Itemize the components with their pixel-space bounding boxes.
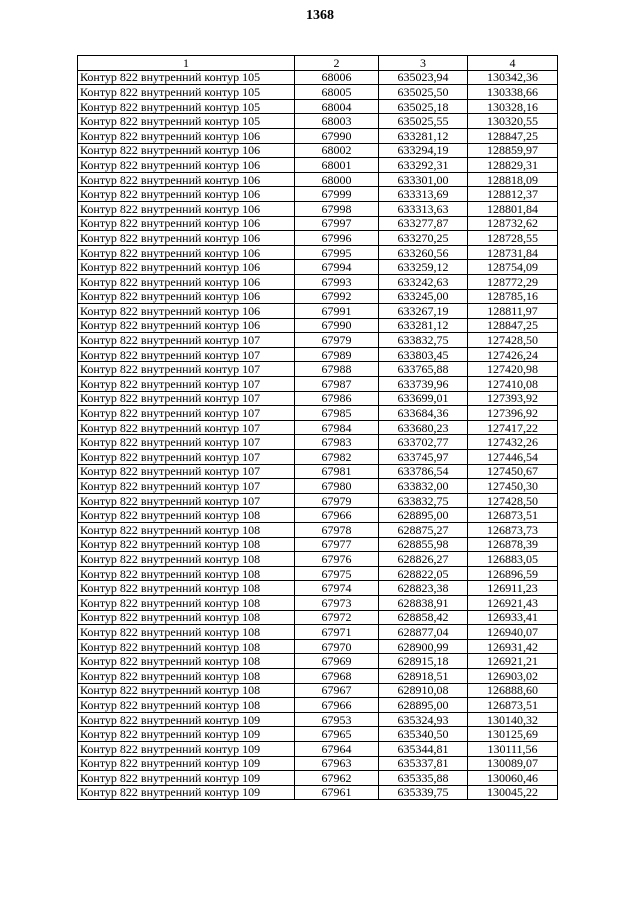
contour-name-cell: Контур 822 внутренний контур 107: [78, 479, 295, 494]
contour-name-cell: Контур 822 внутренний контур 108: [78, 683, 295, 698]
point-number-cell: 67971: [295, 625, 379, 640]
coordinate-x-cell: 635023,94: [379, 70, 468, 85]
coordinate-x-cell: 633294,19: [379, 143, 468, 158]
header-col-1: 1: [78, 56, 295, 71]
coordinate-y-cell: 128732,62: [468, 216, 558, 231]
coordinate-y-cell: 128728,55: [468, 231, 558, 246]
table-row: [78, 493, 558, 508]
table-row: [78, 114, 558, 129]
coordinate-x-cell: 635025,18: [379, 99, 468, 114]
table-row: [78, 479, 558, 494]
point-number-cell: 67983: [295, 435, 379, 450]
contour-name-cell: Контур 822 внутренний контур 108: [78, 654, 295, 669]
header-col-3: 3: [379, 56, 468, 71]
coordinate-y-cell: 127396,92: [468, 406, 558, 421]
coordinate-x-cell: 633270,25: [379, 231, 468, 246]
coordinate-x-cell: 633680,23: [379, 420, 468, 435]
point-number-cell: 67998: [295, 201, 379, 216]
coordinate-x-cell: 633242,63: [379, 274, 468, 289]
coordinate-x-cell: 628858,42: [379, 610, 468, 625]
coordinate-y-cell: 128772,29: [468, 274, 558, 289]
point-number-cell: 67989: [295, 347, 379, 362]
coordinate-y-cell: 126888,60: [468, 683, 558, 698]
point-number-cell: 67990: [295, 318, 379, 333]
contour-name-cell: Контур 822 внутренний контур 109: [78, 741, 295, 756]
coordinate-x-cell: 635339,75: [379, 785, 468, 800]
coordinate-x-cell: 633313,63: [379, 201, 468, 216]
contour-name-cell: Контур 822 внутренний контур 108: [78, 639, 295, 654]
contour-name-cell: Контур 822 внутренний контур 108: [78, 566, 295, 581]
coordinate-y-cell: 130342,36: [468, 70, 558, 85]
table-row: [78, 245, 558, 260]
coordinate-y-cell: 127446,54: [468, 450, 558, 465]
coordinate-y-cell: 127450,67: [468, 464, 558, 479]
point-number-cell: 67980: [295, 479, 379, 494]
coordinate-y-cell: 130111,56: [468, 741, 558, 756]
page-number: 1368: [306, 8, 334, 23]
contour-name-cell: Контур 822 внутренний контур 109: [78, 771, 295, 786]
coordinate-y-cell: 130125,69: [468, 727, 558, 742]
table-row: [78, 537, 558, 552]
table-body: [78, 70, 558, 800]
table-row: [78, 508, 558, 523]
contour-name-cell: Контур 822 внутренний контур 105: [78, 85, 295, 100]
contour-name-cell: Контур 822 внутренний контур 105: [78, 99, 295, 114]
contour-name-cell: Контур 822 внутренний контур 106: [78, 201, 295, 216]
coordinate-y-cell: 130140,32: [468, 712, 558, 727]
coordinate-x-cell: 635337,81: [379, 756, 468, 771]
point-number-cell: 67976: [295, 552, 379, 567]
point-number-cell: 67979: [295, 333, 379, 348]
contour-name-cell: Контур 822 внутренний контур 106: [78, 158, 295, 173]
coordinate-x-cell: 633832,75: [379, 333, 468, 348]
table-row: [78, 727, 558, 742]
table-row: [78, 741, 558, 756]
point-number-cell: 67982: [295, 450, 379, 465]
coordinate-y-cell: 126873,73: [468, 523, 558, 538]
coordinate-y-cell: 126873,51: [468, 698, 558, 713]
point-number-cell: 67981: [295, 464, 379, 479]
coordinate-x-cell: 633739,96: [379, 377, 468, 392]
table-row: [78, 523, 558, 538]
point-number-cell: 67994: [295, 260, 379, 275]
table-row: [78, 143, 558, 158]
table-row: [78, 216, 558, 231]
point-number-cell: 67966: [295, 508, 379, 523]
contour-name-cell: Контур 822 внутренний контур 106: [78, 231, 295, 246]
coordinate-x-cell: 628915,18: [379, 654, 468, 669]
point-number-cell: 67990: [295, 128, 379, 143]
coordinate-x-cell: 633267,19: [379, 304, 468, 319]
contour-name-cell: Контур 822 внутренний контур 107: [78, 493, 295, 508]
coordinate-x-cell: 628900,99: [379, 639, 468, 654]
point-number-cell: 68006: [295, 70, 379, 85]
point-number-cell: 67984: [295, 420, 379, 435]
table-row: [78, 654, 558, 669]
coordinate-y-cell: 126921,21: [468, 654, 558, 669]
point-number-cell: 68004: [295, 99, 379, 114]
table-row: [78, 158, 558, 173]
contour-name-cell: Контур 822 внутренний контур 106: [78, 318, 295, 333]
coordinate-x-cell: 633786,54: [379, 464, 468, 479]
table-row: [78, 785, 558, 800]
table-row: [78, 639, 558, 654]
coordinate-y-cell: 126940,07: [468, 625, 558, 640]
coordinate-x-cell: 628895,00: [379, 698, 468, 713]
contour-name-cell: Контур 822 внутренний контур 107: [78, 406, 295, 421]
table-row: [78, 420, 558, 435]
contour-name-cell: Контур 822 внутренний контур 108: [78, 537, 295, 552]
contour-name-cell: Контур 822 внутренний контур 109: [78, 756, 295, 771]
table-row: [78, 391, 558, 406]
point-number-cell: 67993: [295, 274, 379, 289]
contour-name-cell: Контур 822 внутренний контур 106: [78, 274, 295, 289]
contour-name-cell: Контур 822 внутренний контур 109: [78, 785, 295, 800]
coordinate-y-cell: 130045,22: [468, 785, 558, 800]
contour-name-cell: Контур 822 внутренний контур 108: [78, 698, 295, 713]
coordinate-x-cell: 633832,75: [379, 493, 468, 508]
table-row: [78, 347, 558, 362]
point-number-cell: 67977: [295, 537, 379, 552]
coordinate-y-cell: 128811,97: [468, 304, 558, 319]
point-number-cell: 68000: [295, 172, 379, 187]
table-row: [78, 450, 558, 465]
coordinate-y-cell: 126911,23: [468, 581, 558, 596]
point-number-cell: 67969: [295, 654, 379, 669]
contour-name-cell: Контур 822 внутренний контур 108: [78, 668, 295, 683]
point-number-cell: 67985: [295, 406, 379, 421]
table-row: [78, 187, 558, 202]
coordinate-x-cell: 633245,00: [379, 289, 468, 304]
contour-name-cell: Контур 822 внутренний контур 106: [78, 216, 295, 231]
coordinate-y-cell: 127426,24: [468, 347, 558, 362]
table-row: [78, 712, 558, 727]
table-row: [78, 128, 558, 143]
point-number-cell: 67974: [295, 581, 379, 596]
contour-name-cell: Контур 822 внутренний контур 106: [78, 187, 295, 202]
point-number-cell: 67997: [295, 216, 379, 231]
point-number-cell: 67975: [295, 566, 379, 581]
table-row: [78, 756, 558, 771]
contour-name-cell: Контур 822 внутренний контур 108: [78, 610, 295, 625]
coordinate-x-cell: 635025,50: [379, 85, 468, 100]
coordinate-x-cell: 635335,88: [379, 771, 468, 786]
table-row: [78, 625, 558, 640]
contour-name-cell: Контур 822 внутренний контур 107: [78, 362, 295, 377]
point-number-cell: 67996: [295, 231, 379, 246]
contour-name-cell: Контур 822 внутренний контур 106: [78, 304, 295, 319]
coordinate-x-cell: 628822,05: [379, 566, 468, 581]
table-row: [78, 435, 558, 450]
coordinate-y-cell: 128801,84: [468, 201, 558, 216]
coordinate-y-cell: 127420,98: [468, 362, 558, 377]
coordinate-x-cell: 633277,87: [379, 216, 468, 231]
coordinate-x-cell: 633765,88: [379, 362, 468, 377]
contour-name-cell: Контур 822 внутренний контур 107: [78, 347, 295, 362]
coordinate-x-cell: 635340,50: [379, 727, 468, 742]
coordinate-y-cell: 126896,59: [468, 566, 558, 581]
point-number-cell: 67966: [295, 698, 379, 713]
table-row: [78, 595, 558, 610]
contour-name-cell: Контур 822 внутренний контур 107: [78, 333, 295, 348]
coordinate-x-cell: 628877,04: [379, 625, 468, 640]
point-number-cell: 67964: [295, 741, 379, 756]
point-number-cell: 67968: [295, 668, 379, 683]
contour-name-cell: Контур 822 внутренний контур 107: [78, 435, 295, 450]
coordinate-y-cell: 127450,30: [468, 479, 558, 494]
table-row: [78, 610, 558, 625]
point-number-cell: 67972: [295, 610, 379, 625]
coordinate-y-cell: 128785,16: [468, 289, 558, 304]
point-number-cell: 67962: [295, 771, 379, 786]
point-number-cell: 67953: [295, 712, 379, 727]
coordinate-x-cell: 635344,81: [379, 741, 468, 756]
coordinate-x-cell: 633281,12: [379, 128, 468, 143]
point-number-cell: 67963: [295, 756, 379, 771]
coordinate-y-cell: 128754,09: [468, 260, 558, 275]
contour-name-cell: Контур 822 внутренний контур 107: [78, 464, 295, 479]
point-number-cell: 67988: [295, 362, 379, 377]
coordinate-y-cell: 126921,43: [468, 595, 558, 610]
coordinate-y-cell: 130060,46: [468, 771, 558, 786]
coordinate-x-cell: 633803,45: [379, 347, 468, 362]
point-number-cell: 67973: [295, 595, 379, 610]
coordinate-y-cell: 130328,16: [468, 99, 558, 114]
coordinate-x-cell: 633699,01: [379, 391, 468, 406]
table-row: [78, 99, 558, 114]
contour-name-cell: Контур 822 внутренний контур 108: [78, 508, 295, 523]
table-row: [78, 70, 558, 85]
contour-name-cell: Контур 822 внутренний контур 108: [78, 552, 295, 567]
table-row: [78, 771, 558, 786]
table-row: [78, 406, 558, 421]
coordinate-y-cell: 128812,37: [468, 187, 558, 202]
coordinate-x-cell: 633259,12: [379, 260, 468, 275]
coordinate-y-cell: 128859,97: [468, 143, 558, 158]
coordinate-x-cell: 633684,36: [379, 406, 468, 421]
table-row: [78, 304, 558, 319]
contour-name-cell: Контур 822 внутренний контур 106: [78, 172, 295, 187]
point-number-cell: 67965: [295, 727, 379, 742]
header-col-4: 4: [468, 56, 558, 71]
point-number-cell: 68002: [295, 143, 379, 158]
contour-name-cell: Контур 822 внутренний контур 106: [78, 143, 295, 158]
contour-name-cell: Контур 822 внутренний контур 109: [78, 712, 295, 727]
table-header-row: [78, 56, 558, 71]
coordinate-y-cell: 127393,92: [468, 391, 558, 406]
table-row: [78, 274, 558, 289]
point-number-cell: 67979: [295, 493, 379, 508]
coordinate-x-cell: 628910,08: [379, 683, 468, 698]
table-row: [78, 231, 558, 246]
point-number-cell: 67999: [295, 187, 379, 202]
point-number-cell: 67961: [295, 785, 379, 800]
coordinate-x-cell: 628895,00: [379, 508, 468, 523]
point-number-cell: 67995: [295, 245, 379, 260]
coordinates-table: [77, 55, 558, 800]
coordinate-y-cell: 127432,26: [468, 435, 558, 450]
contour-name-cell: Контур 822 внутренний контур 106: [78, 245, 295, 260]
point-number-cell: 68003: [295, 114, 379, 129]
point-number-cell: 68005: [295, 85, 379, 100]
coordinate-x-cell: 633313,69: [379, 187, 468, 202]
coordinate-x-cell: 633702,77: [379, 435, 468, 450]
contour-name-cell: Контур 822 внутренний контур 106: [78, 128, 295, 143]
coordinate-x-cell: 633260,56: [379, 245, 468, 260]
table-row: [78, 377, 558, 392]
contour-name-cell: Контур 822 внутренний контур 107: [78, 391, 295, 406]
table-row: [78, 362, 558, 377]
table-row: [78, 698, 558, 713]
coordinate-y-cell: 127417,22: [468, 420, 558, 435]
coordinate-x-cell: 635025,55: [379, 114, 468, 129]
coordinate-y-cell: 130320,55: [468, 114, 558, 129]
point-number-cell: 67967: [295, 683, 379, 698]
point-number-cell: 68001: [295, 158, 379, 173]
coordinate-y-cell: 126873,51: [468, 508, 558, 523]
contour-name-cell: Контур 822 внутренний контур 106: [78, 260, 295, 275]
coordinate-y-cell: 126878,39: [468, 537, 558, 552]
coordinate-x-cell: 628823,38: [379, 581, 468, 596]
point-number-cell: 67986: [295, 391, 379, 406]
coordinate-y-cell: 126933,41: [468, 610, 558, 625]
coordinate-x-cell: 633832,00: [379, 479, 468, 494]
coordinate-x-cell: 628838,91: [379, 595, 468, 610]
coordinate-y-cell: 127428,50: [468, 493, 558, 508]
contour-name-cell: Контур 822 внутренний контур 107: [78, 450, 295, 465]
coordinate-x-cell: 628855,98: [379, 537, 468, 552]
coordinate-y-cell: 130089,07: [468, 756, 558, 771]
coordinate-y-cell: 128818,09: [468, 172, 558, 187]
coordinate-x-cell: 635324,93: [379, 712, 468, 727]
contour-name-cell: Контур 822 внутренний контур 105: [78, 70, 295, 85]
table-row: [78, 201, 558, 216]
point-number-cell: 67978: [295, 523, 379, 538]
table-row: [78, 552, 558, 567]
point-number-cell: 67987: [295, 377, 379, 392]
coordinate-y-cell: 127410,08: [468, 377, 558, 392]
contour-name-cell: Контур 822 внутренний контур 107: [78, 377, 295, 392]
coordinate-x-cell: 628875,27: [379, 523, 468, 538]
contour-name-cell: Контур 822 внутренний контур 108: [78, 523, 295, 538]
table-row: [78, 85, 558, 100]
contour-name-cell: Контур 822 внутренний контур 108: [78, 625, 295, 640]
contour-name-cell: Контур 822 внутренний контур 107: [78, 420, 295, 435]
coordinate-y-cell: 126883,05: [468, 552, 558, 567]
coordinate-x-cell: 633745,97: [379, 450, 468, 465]
table-row: [78, 289, 558, 304]
table-row: [78, 566, 558, 581]
point-number-cell: 67992: [295, 289, 379, 304]
coordinate-y-cell: 127428,50: [468, 333, 558, 348]
coordinate-x-cell: 633292,31: [379, 158, 468, 173]
coordinate-y-cell: 126931,42: [468, 639, 558, 654]
contour-name-cell: Контур 822 внутренний контур 108: [78, 581, 295, 596]
table-row: [78, 668, 558, 683]
coordinate-y-cell: 130338,66: [468, 85, 558, 100]
coordinate-x-cell: 628918,51: [379, 668, 468, 683]
coordinate-y-cell: 126903,02: [468, 668, 558, 683]
table-row: [78, 464, 558, 479]
contour-name-cell: Контур 822 внутренний контур 106: [78, 289, 295, 304]
point-number-cell: 67991: [295, 304, 379, 319]
table-row: [78, 581, 558, 596]
header-col-2: 2: [295, 56, 379, 71]
coordinate-y-cell: 128847,25: [468, 128, 558, 143]
table-row: [78, 172, 558, 187]
contour-name-cell: Контур 822 внутренний контур 109: [78, 727, 295, 742]
coordinate-x-cell: 633281,12: [379, 318, 468, 333]
point-number-cell: 67970: [295, 639, 379, 654]
table-row: [78, 683, 558, 698]
coordinate-y-cell: 128731,84: [468, 245, 558, 260]
contour-name-cell: Контур 822 внутренний контур 108: [78, 595, 295, 610]
coordinate-y-cell: 128847,25: [468, 318, 558, 333]
coordinate-x-cell: 628826,27: [379, 552, 468, 567]
table-row: [78, 260, 558, 275]
contour-name-cell: Контур 822 внутренний контур 105: [78, 114, 295, 129]
table-row: [78, 318, 558, 333]
coordinate-y-cell: 128829,31: [468, 158, 558, 173]
table-row: [78, 333, 558, 348]
coordinate-x-cell: 633301,00: [379, 172, 468, 187]
